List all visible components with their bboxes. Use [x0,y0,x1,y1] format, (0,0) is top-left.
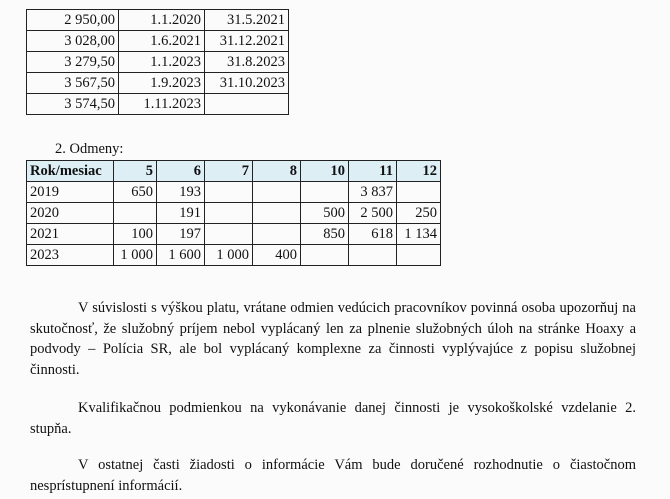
table-row [27,182,441,203]
bonus-cell: 1 134 [397,224,441,245]
table-row [27,73,289,94]
valid-to: 31.5.2021 [205,10,289,31]
bonus-cell [397,245,441,266]
bonus-cell: 850 [301,224,349,245]
bonus-cell [205,203,253,224]
bonus-cell: 191 [157,203,205,224]
valid-to [205,94,289,115]
bonus-cell: 193 [157,182,205,203]
table-row [27,31,289,52]
bonus-table [26,160,441,266]
valid-from: 1.1.2020 [119,10,205,31]
bonus-cell [301,182,349,203]
bonus-cell [205,224,253,245]
salary-amount: 3 279,50 [27,52,119,73]
row-year: 2021 [27,224,114,245]
valid-to: 31.12.2021 [205,31,289,52]
bonus-cell: 400 [253,245,301,266]
salary-table [26,9,289,115]
paragraph-qualification: Kvalifikačnou podmienkou na vykonávanie danej činnosti je vysokoškolské vzdelanie 2. stupňa. [30,400,636,437]
column-header-8: 8 [253,161,301,182]
salary-amount: 3 567,50 [27,73,119,94]
bonus-cell: 1 600 [157,245,205,266]
bonus-cell [205,182,253,203]
bonus-cell: 100 [114,224,157,245]
salary-amount: 3 574,50 [27,94,119,115]
valid-from: 1.11.2023 [119,94,205,115]
column-header-year-month: Rok/mesiac [27,161,114,182]
bonus-cell: 500 [301,203,349,224]
table-row [27,224,441,245]
salary-amount: 3 028,00 [27,31,119,52]
bonus-cell: 650 [114,182,157,203]
table-row [27,245,441,266]
bonus-cell: 618 [349,224,397,245]
row-year: 2020 [27,203,114,224]
column-header-11: 11 [349,161,397,182]
valid-from: 1.9.2023 [119,73,205,94]
valid-from: 1.1.2023 [119,52,205,73]
bonus-section-heading: 2. Odmeny: [55,141,124,157]
bonus-cell [253,224,301,245]
table-row [27,52,289,73]
valid-from: 1.6.2021 [119,31,205,52]
bonus-cell [114,203,157,224]
bonus-cell: 250 [397,203,441,224]
bonus-cell: 1 000 [114,245,157,266]
bonus-cell [397,182,441,203]
bonus-cell: 3 837 [349,182,397,203]
paragraph-salary-context: V súvislosti s výškou platu, vrátane odmien vedúcich pracovníkov povinná osoba upozorňuj na skutočnosť, že služobný príjem nebol vyplácaný len za plnenie služobných úloh na stránke Hoaxy a podvody – Polícia SR, ale bol vyplácaný komplexne za činnosti vyplývajúce z popisu služobnej činnosti. [30,300,636,378]
column-header-12: 12 [397,161,441,182]
row-year: 2019 [27,182,114,203]
bonus-cell [253,203,301,224]
column-header-7: 7 [205,161,253,182]
bonus-cell: 2 500 [349,203,397,224]
column-header-5: 5 [114,161,157,182]
bonus-cell [349,245,397,266]
row-year: 2023 [27,245,114,266]
table-row [27,203,441,224]
table-row [27,10,289,31]
valid-to: 31.10.2023 [205,73,289,94]
column-header-10: 10 [301,161,349,182]
bonus-cell: 197 [157,224,205,245]
valid-to: 31.8.2023 [205,52,289,73]
bonus-cell [253,182,301,203]
salary-amount: 2 950,00 [27,10,119,31]
paragraph-decision-notice: V ostatnej časti žiadosti o informácie Vám bude doručené rozhodnutie o čiastočnom nesprístupnení informácií. [30,457,636,494]
table-header-row [27,161,441,182]
table-row [27,94,289,115]
bonus-cell [301,245,349,266]
bonus-cell: 1 000 [205,245,253,266]
column-header-6: 6 [157,161,205,182]
